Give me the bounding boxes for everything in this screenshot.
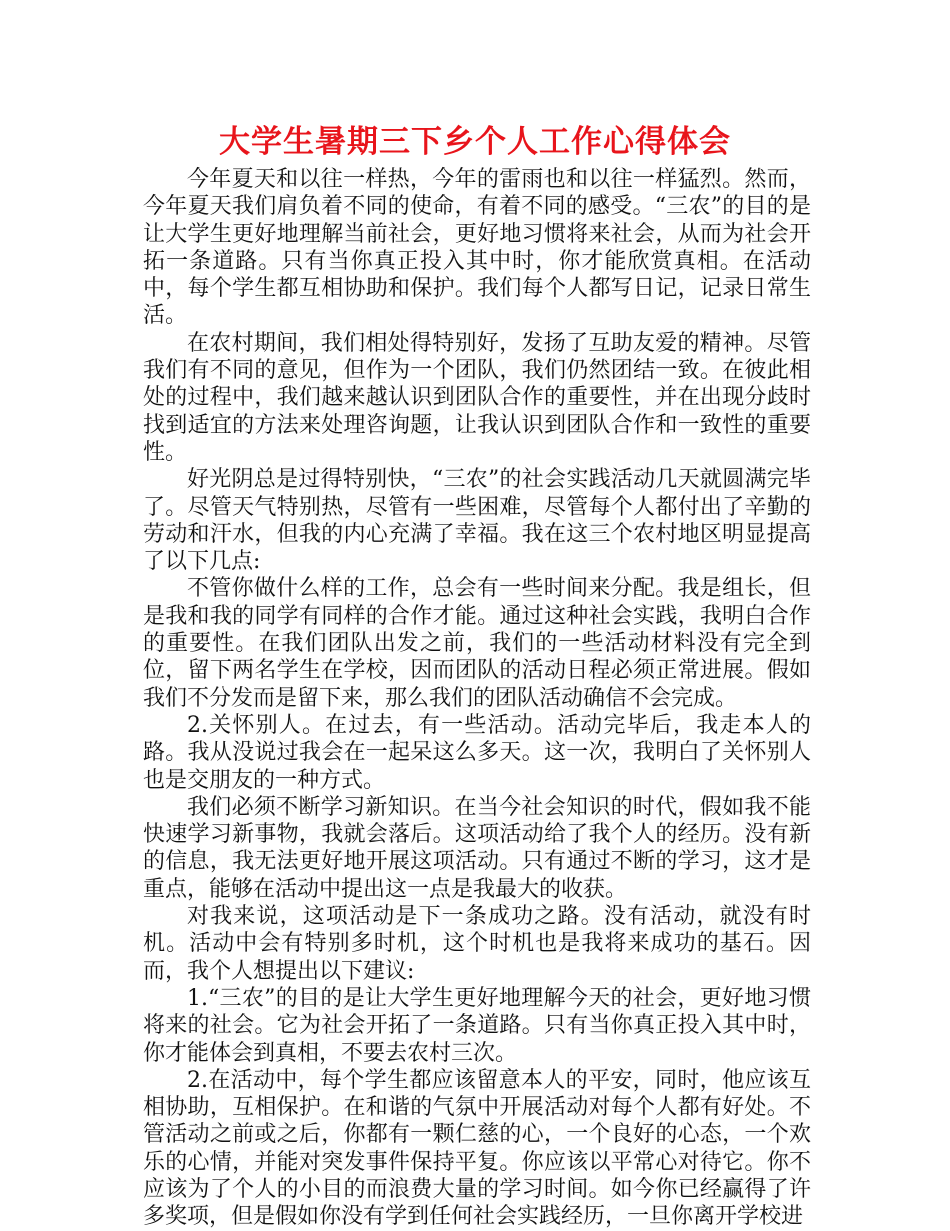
paragraph: 好光阴总是过得特别快，“三农”的社会实践活动几天就圆满完毕了。尽管天气特别热，尽管有一些困难，尽管每个人都付出了辛勤的劳动和汗水，但我的内心充满了幸福。我在这三个农村地区明显提高了以下几点:: [143, 467, 811, 575]
document-title: 大学生暑期三下乡个人工作心得体会: [219, 124, 731, 160]
paragraph: 2.关怀别人。在过去，有一些活动。活动完毕后，我走本人的路。我从没说过我会在一起呆这么多天。这一次，我明白了关怀别人也是交朋友的一种方式。: [143, 712, 811, 793]
paragraph: 对我来说，这项活动是下一条成功之路。没有活动，就没有时机。活动中会有特别多时机，这个时机也是我将来成功的基石。因而，我个人想提出以下建议:: [143, 904, 811, 984]
paragraph: 今年夏天和以往一样热，今年的雷雨也和以往一样猛烈。然而，今年夏天我们肩负着不同的使命，有着不同的感受。“三农”的目的是让大学生更好地理解当前社会，更好地习惯将来社会，从而为社会开拓一条道路。只有当你真正投入其中时，你才能欣赏真相。在活动中，每个学生都互相协助和保护。我们每个人都写日记，记录日常生活。: [143, 167, 811, 329]
document-body: [143, 166, 811, 1231]
paragraph: 在农村期间，我们相处得特别好，发扬了互助友爱的精神。尽管我们有不同的意见，但作为一个团队，我们仍然团结一致。在彼此相处的过程中，我们越来越认识到团队合作的重要性，并在出现分歧时找到适宜的方法来处理咨询题，让我认识到团队合作和一致性的重要性。: [143, 330, 811, 465]
paragraph: 不管你做什么样的工作，总会有一些时间来分配。我是组长，但是我和我的同学有同样的合作才能。通过这种社会实践，我明白合作的重要性。在我们团队出发之前，我们的一些活动材料没有完全到位，留下两名学生在学校，因而团队的活动日程必须正常进展。假如我们不分发而是留下来，那么我们的团队活动确信不会完成。: [143, 576, 811, 711]
paragraph: 我们必须不断学习新知识。在当今社会知识的时代，假如我不能快速学习新事物，我就会落后。这项活动给了我个人的经历。没有新的信息，我无法更好地开展这项活动。只有通过不断的学习，这才是重点，能够在活动中提出这一点是我最大的收获。: [143, 794, 811, 902]
paragraph: 1.“三农”的目的是让大学生更好地理解今天的社会，更好地习惯将来的社会。它为社会开拓了一条道路。只有当你真正投入其中时，你才能体会到真相，不要去农村三次。: [143, 985, 811, 1066]
paragraph: 2.在活动中，每个学生都应该留意本人的平安，同时，他应该互相协助，互相保护。在和谐的气氛中开展活动对每个人都有好处。不管活动之前或之后，你都有一颗仁慈的心，一个良好的心态，一个欢乐的心情，并能对突发事件保持平复。你应该以平常心对待它。你不应该为了个人的小目的而浪费大量的学习时间。如今你已经赢得了许多奖项，但是假如你没有学到任何社会实践经历，一旦你离开学校进: [143, 1067, 811, 1230]
